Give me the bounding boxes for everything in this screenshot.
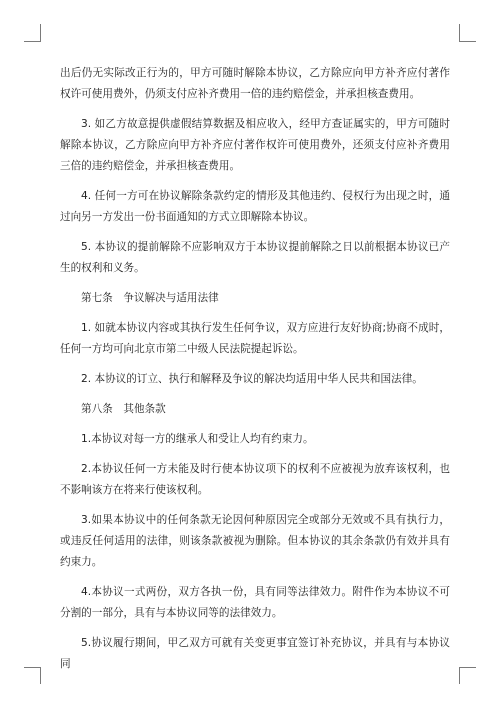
clause-6-5: 5. 本协议的提前解除不应影响双方于本协议提前解除之日以前根据本协议已产生的权利和义务。 (60, 241, 450, 274)
clause-8-5: 5.协议履行期间，甲乙双方可就有关变更事宜签订补充协议，并具有与本协议同 (60, 637, 450, 670)
clause-8-3: 3.如果本协议中的任何条款无论因何种原因完全或部分无效或不具有执行力，或违反任何适用的法律，则该条款被视为删除。但本协议的其余条款仍有效并具有约束力。 (60, 514, 450, 568)
crop-mark-top-left-vertical (40, 24, 41, 41)
article-7-heading: 第七条 争议解决与适用法律 (81, 292, 219, 304)
clause-6-3: 3. 如乙方故意提供虚假结算数据及相应收入，经甲方查证属实的，甲方可随时解除本协议，乙方除应向甲方补齐应付著作权许可使用费外，还须支付应补齐费用三倍的违约赔偿金，并承担核查费用。 (60, 118, 450, 172)
crop-mark-bottom-right-vertical (459, 667, 460, 684)
clause-6-4: 4. 任何一方可在协议解除条款约定的情形及其他违约、侵权行为出现之时，通过向另一方发出一份书面通知的方式立即解除本协议。 (60, 190, 450, 223)
clause-8-1: 1.本协议对每一方的继承人和受让人均有约束力。 (81, 433, 314, 445)
crop-mark-top-left-horizontal (24, 41, 41, 42)
paragraph-continued: 出后仍无实际改正行为的，甲方可随时解除本协议，乙方除应向甲方补齐应付著作权许可使用费外，仍须支付应补齐费用一倍的违约赔偿金，并承担核查费用。 (60, 67, 450, 100)
clause-7-2: 2. 本协议的订立、执行和解释及争议的解决均适用中华人民共和国法律。 (81, 373, 423, 385)
clause-7-1: 1. 如就本协议内容或其执行发生任何争议，双方应进行友好协商;协商不成时，任何一方均可向北京市第二中级人民法院提起诉讼。 (60, 322, 450, 355)
crop-mark-bottom-left-vertical (40, 667, 41, 684)
crop-mark-bottom-left-horizontal (24, 667, 41, 668)
crop-mark-top-right-horizontal (459, 41, 476, 42)
document-body (60, 63, 450, 684)
crop-mark-bottom-right-horizontal (459, 667, 476, 668)
crop-mark-top-right-vertical (459, 24, 460, 41)
clause-8-2: 2.本协议任何一方未能及时行使本协议项下的权利不应被视为放弃该权利，也不影响该方在将来行使该权利。 (60, 463, 450, 496)
article-8-heading: 第八条 其他条款 (81, 403, 166, 415)
clause-8-4: 4.本协议一式两份，双方各执一份，具有同等法律效力。附件作为本协议不可分割的一部分，具有与本协议同等的法律效力。 (60, 586, 450, 619)
